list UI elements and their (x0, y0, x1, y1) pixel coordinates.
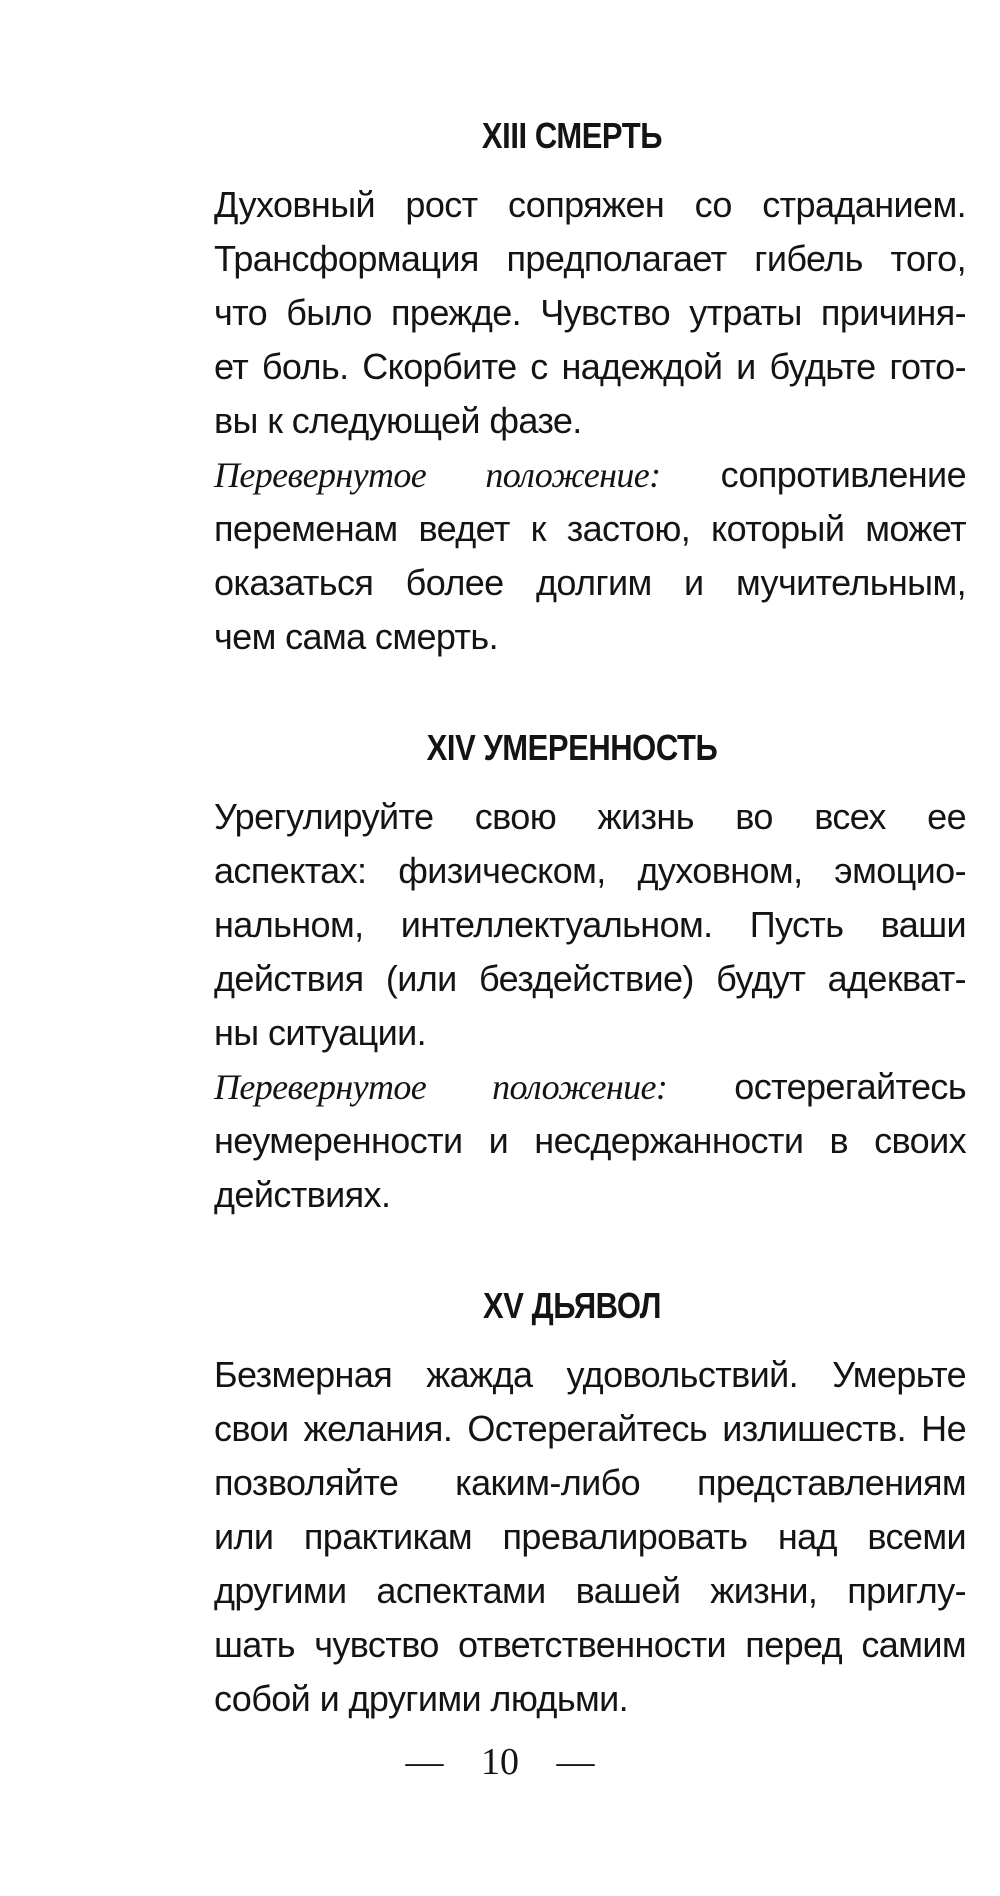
text-line (178, 448, 966, 502)
section-devil (178, 1282, 966, 1726)
dash-left: — (405, 1741, 444, 1783)
text-line: вы к следующей фазе. (214, 400, 582, 441)
reversed-paragraph (178, 1060, 966, 1222)
text-line: Безмерная жажда удовольствий. Умерьте (214, 1354, 966, 1395)
text-line: нальном, интеллектуальном. Пусть ваши (214, 904, 966, 945)
text-column (178, 112, 966, 1726)
section-title: XIII СМЕРТЬ (481, 115, 663, 156)
text-line: ет боль. Скорбите с надеждой и будьте гото- (214, 346, 966, 387)
text-line: шать чувство ответственности перед самим (214, 1624, 966, 1665)
text-line: аспектах: физическом, духовном, эмоцио- (214, 850, 966, 891)
section-title: XIV УМЕРЕННОСТЬ (426, 727, 718, 768)
reversed-paragraph (178, 448, 966, 664)
text-line: позволяйте каким-либо представлениям (214, 1462, 966, 1503)
reversed-label: Перевернутое положение: (214, 455, 661, 495)
page-number-value: 10 (481, 1741, 519, 1783)
text-line: ны ситуации. (214, 1012, 427, 1053)
section-spacer (178, 664, 966, 724)
section-temperance (178, 724, 966, 1222)
text-line: Трансформация предполагает гибель того, (214, 238, 966, 279)
section-title: XV ДЬЯВОЛ (482, 1285, 662, 1326)
page-number (0, 1738, 1000, 1786)
paragraph (178, 1348, 966, 1726)
text-line: действиях. (214, 1174, 391, 1215)
text-line: действия (или бездействие) будут адекват- (214, 958, 966, 999)
text-line: переменам ведет к застою, который может (214, 508, 966, 549)
reversed-label: Перевернутое положение: (214, 1067, 668, 1107)
text-fragment: остерегайтесь (667, 1066, 966, 1107)
text-line: или практикам превалировать над всеми (214, 1516, 966, 1557)
text-line: Урегулируйте свою жизнь во всех ее (214, 796, 966, 837)
text-line: чем сама смерть. (214, 616, 498, 657)
paragraph (178, 790, 966, 1060)
paragraph (178, 178, 966, 448)
section-death (178, 112, 966, 664)
text-fragment: сопротивление (660, 454, 966, 495)
text-line (178, 1060, 966, 1114)
text-line: неумеренности и несдержанности в своих (214, 1120, 966, 1161)
text-line: что было прежде. Чувство утраты причиня- (214, 292, 966, 333)
dash-right: — (556, 1741, 595, 1783)
text-line: оказаться более долгим и мучительным, (214, 562, 966, 603)
section-spacer (178, 1222, 966, 1282)
text-line: Духовный рост сопряжен со страданием. (214, 184, 966, 225)
text-line: другими аспектами вашей жизни, приглу- (214, 1570, 966, 1611)
text-line: собой и другими людьми. (214, 1678, 629, 1719)
text-line: свои желания. Остерегайтесь излишеств. Не (214, 1408, 966, 1449)
